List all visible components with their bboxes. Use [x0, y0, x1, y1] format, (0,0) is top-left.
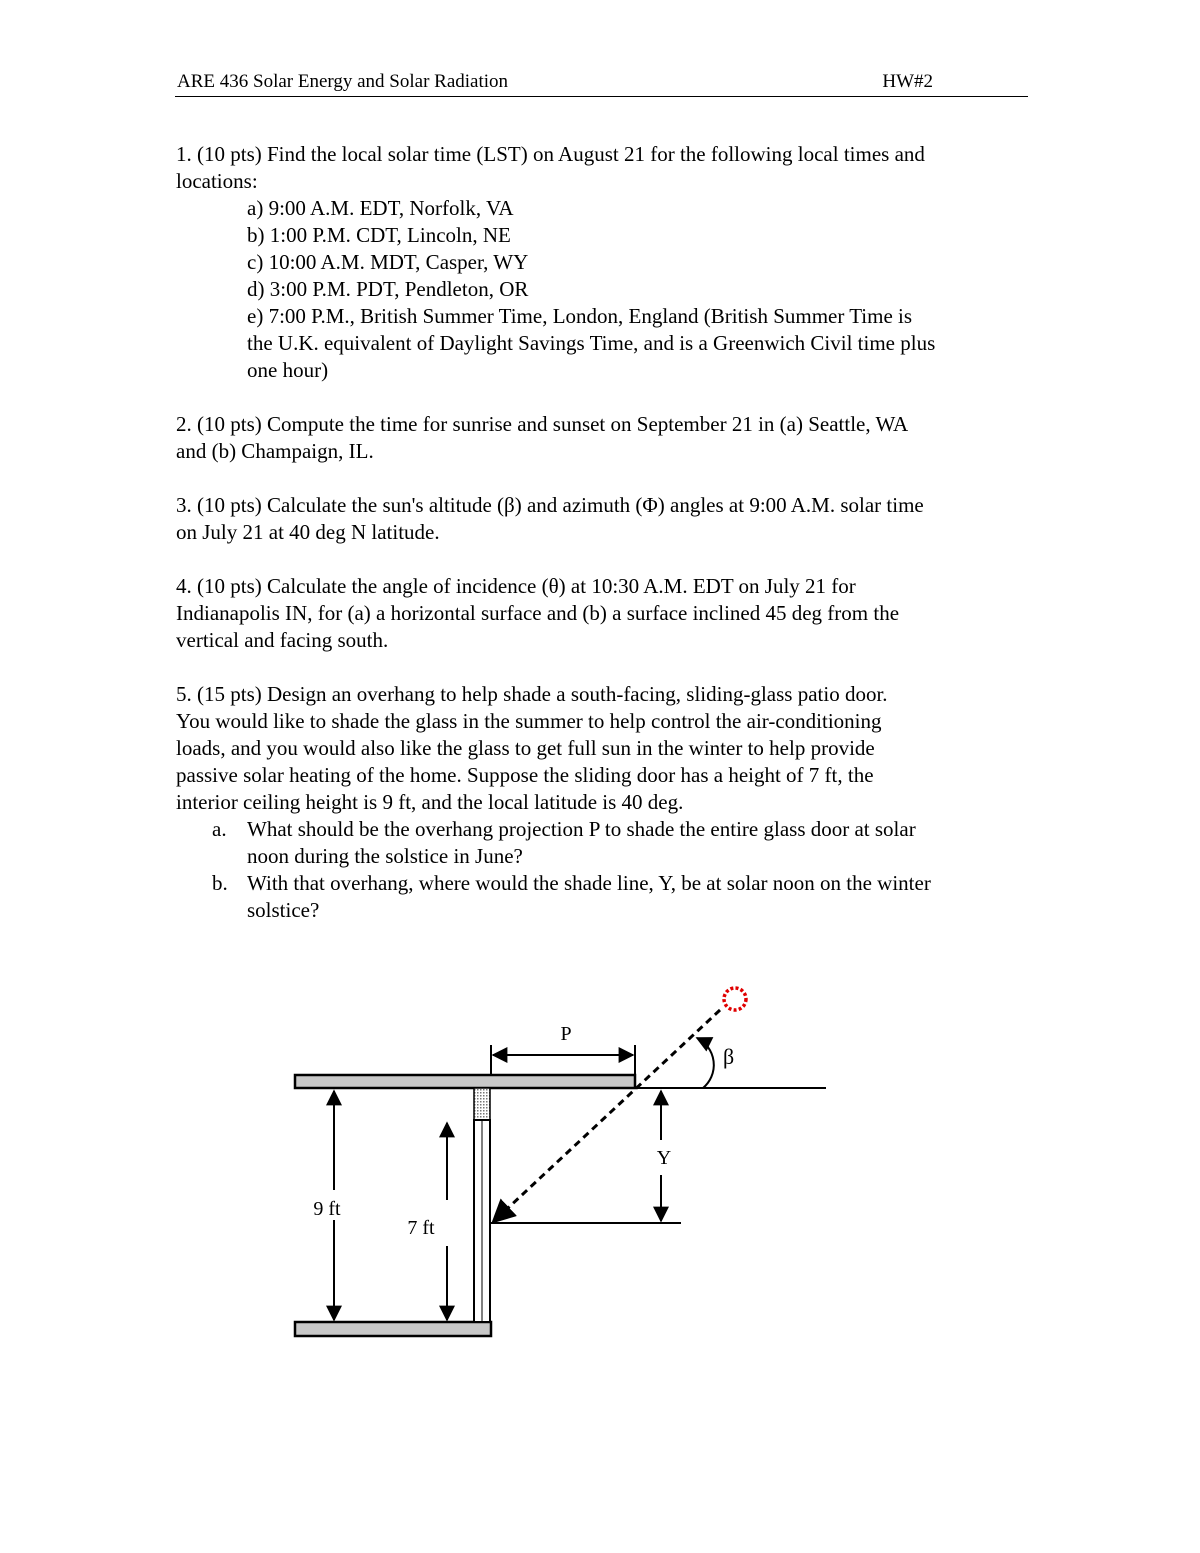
- wall-header: [474, 1088, 490, 1120]
- beta-arc: [697, 1038, 714, 1088]
- list-item: c) 10:00 A.M. MDT, Casper, WY: [247, 250, 529, 274]
- list-item: a) 9:00 A.M. EDT, Norfolk, VA: [247, 196, 514, 220]
- question-text-line: 2. (10 pts) Compute the time for sunrise and sunset on September 21 in (a) Seattle, WA: [176, 412, 909, 436]
- list-item: b) 1:00 P.M. CDT, Lincoln, NE: [247, 223, 511, 247]
- sub-question-line: noon during the solstice in June?: [247, 844, 523, 868]
- question-text-line: locations:: [176, 169, 258, 193]
- question-text-line: 5. (15 pts) Design an overhang to help shade a south-facing, sliding-glass patio door.: [176, 682, 888, 706]
- course-title: ARE 436 Solar Energy and Solar Radiation: [177, 71, 509, 92]
- question-text-line: on July 21 at 40 deg N latitude.: [176, 520, 440, 544]
- question-text-line: 1. (10 pts) Find the local solar time (LST) on August 21 for the following local times and: [176, 142, 925, 166]
- sub-question-line: With that overhang, where would the shade line, Y, be at solar noon on the winter: [247, 871, 931, 895]
- label-7ft: 7 ft: [407, 1217, 435, 1239]
- list-item-continuation: the U.K. equivalent of Daylight Savings Time, and is a Greenwich Civil time plus: [247, 331, 936, 355]
- question-text-line: 3. (10 pts) Calculate the sun's altitude (β) and azimuth (Φ) angles at 9:00 A.M. solar time: [176, 493, 924, 517]
- sub-question-line: What should be the overhang projection P to shade the entire glass door at solar: [247, 817, 916, 841]
- overhang-slab: [295, 1075, 635, 1088]
- question-text-line: loads, and you would also like the glass to get full sun in the winter to help provide: [176, 736, 875, 760]
- sun-icon: [724, 988, 746, 1010]
- question-text-line: Indianapolis IN, for (a) a horizontal surface and (b) a surface inclined 45 deg from the: [176, 601, 900, 625]
- list-item: d) 3:00 P.M. PDT, Pendleton, OR: [247, 277, 529, 301]
- question-text-line: 4. (10 pts) Calculate the angle of incidence (θ) at 10:30 A.M. EDT on July 21 for: [176, 574, 856, 598]
- question-text-line: vertical and facing south.: [176, 628, 389, 652]
- floor-slab: [295, 1322, 491, 1336]
- sub-question-line: solstice?: [247, 898, 320, 922]
- sub-question-label: a.: [212, 817, 227, 841]
- question-text-line: and (b) Champaign, IL.: [176, 439, 374, 463]
- sun-ray: [493, 1010, 720, 1222]
- label-beta: β: [723, 1044, 735, 1069]
- question-text-line: interior ceiling height is 9 ft, and the local latitude is 40 deg.: [176, 790, 684, 814]
- label-p: P: [560, 1023, 572, 1045]
- list-item-continuation: one hour): [247, 358, 329, 382]
- sub-question-label: b.: [212, 871, 228, 895]
- question-text-line: You would like to shade the glass in the summer to help control the air-conditioning: [176, 709, 882, 733]
- label-y: Y: [656, 1147, 672, 1169]
- label-9ft: 9 ft: [313, 1198, 341, 1220]
- question-text-line: passive solar heating of the home. Suppose the sliding door has a height of 7 ft, the: [176, 763, 874, 787]
- assignment-label: HW#2: [882, 71, 933, 92]
- list-item: e) 7:00 P.M., British Summer Time, London, England (British Summer Time is: [247, 304, 913, 328]
